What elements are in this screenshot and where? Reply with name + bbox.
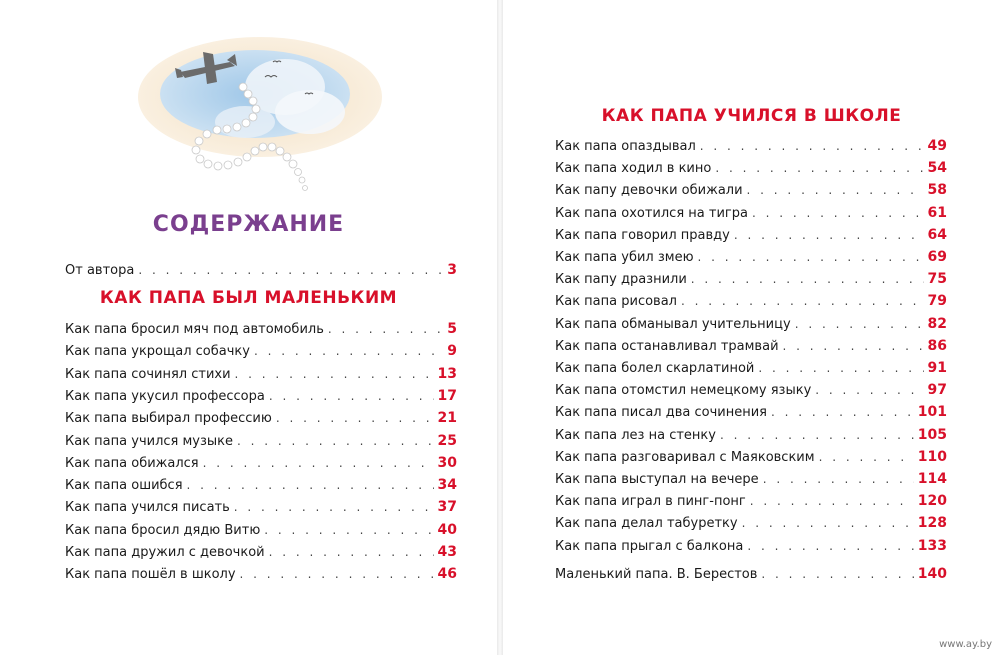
toc-page-number: 43 bbox=[437, 544, 457, 560]
toc-page-number: 97 bbox=[927, 382, 947, 399]
toc-entry-title: Как папа болел скарлатиной bbox=[555, 361, 755, 376]
toc-page-number: 25 bbox=[437, 432, 457, 449]
toc-entry-title: Как папа дружил с девочкой bbox=[65, 545, 265, 560]
toc-dot-leader bbox=[681, 290, 924, 312]
toc-page-number: 9 bbox=[447, 343, 457, 360]
toc-dot-leader bbox=[819, 446, 914, 468]
toc-entry-title: Как папа опаздывал bbox=[555, 139, 696, 154]
toc-row bbox=[555, 446, 947, 468]
toc-entry-title: Как папа выступал на вечере bbox=[555, 472, 759, 487]
toc-entry-title: Как папа рисовал bbox=[555, 294, 677, 310]
toc-dot-leader bbox=[269, 385, 434, 407]
toc-page-number: 13 bbox=[437, 365, 457, 382]
toc-dot-leader bbox=[234, 496, 434, 518]
toc-entry-title: Как папа учился писать bbox=[65, 500, 230, 516]
toc-dot-leader bbox=[742, 512, 914, 534]
toc-page-number: 79 bbox=[927, 293, 947, 310]
toc-row bbox=[555, 535, 947, 557]
toc-entry-title: Как папа делал табуретку bbox=[555, 516, 738, 532]
toc-page-number: 110 bbox=[917, 448, 947, 465]
toc-row bbox=[65, 407, 457, 429]
toc-row bbox=[65, 541, 457, 563]
section-title-childhood: КАК ПАПА БЫЛ МАЛЕНЬКИМ bbox=[99, 288, 398, 308]
toc-row bbox=[555, 335, 947, 357]
toc-row bbox=[65, 452, 457, 474]
toc-entry-title: Как папа бросил дядю Витю bbox=[65, 522, 261, 538]
toc-entry-title: Маленький папа. В. Берестов bbox=[555, 567, 758, 582]
toc-dot-leader bbox=[254, 340, 443, 362]
toc-row bbox=[65, 318, 457, 340]
toc-row bbox=[555, 379, 947, 401]
toc-entry-title: От автора bbox=[65, 263, 135, 278]
toc-page-number: 120 bbox=[917, 493, 947, 510]
toc-entry-title: Как папа охотился на тигра bbox=[555, 205, 748, 221]
toc-row bbox=[555, 246, 947, 268]
toc-row bbox=[65, 563, 457, 585]
toc-row bbox=[555, 468, 947, 490]
toc-row bbox=[65, 363, 457, 385]
toc-dot-leader bbox=[783, 335, 924, 357]
toc-page-number: 3 bbox=[447, 262, 457, 278]
toc-entry-title: Как папа отомстил немецкому языку bbox=[555, 383, 812, 399]
toc-entry-title: Как папа учился музыке bbox=[65, 433, 234, 449]
toc-dot-leader bbox=[235, 363, 434, 385]
toc-page-number: 34 bbox=[437, 477, 457, 494]
toc-entry-title: Как папа убил змею bbox=[555, 250, 694, 265]
toc-row bbox=[555, 268, 947, 290]
toc-row bbox=[555, 135, 947, 157]
toc-dot-leader bbox=[795, 313, 924, 335]
toc-dot-leader bbox=[328, 318, 443, 340]
toc-page-number: 105 bbox=[917, 426, 947, 443]
toc-row bbox=[555, 179, 947, 201]
section-title-school: КАК ПАПА УЧИЛСЯ В ШКОЛЕ bbox=[601, 106, 902, 126]
toc-dot-leader bbox=[691, 268, 924, 290]
toc-entry-title: Как папа писал два сочинения bbox=[555, 405, 767, 421]
toc-page-number: 133 bbox=[917, 537, 947, 554]
toc-page-number: 86 bbox=[927, 337, 947, 354]
toc-page-number: 40 bbox=[437, 521, 457, 538]
toc-page-number: 75 bbox=[927, 271, 947, 288]
toc-row bbox=[555, 202, 947, 224]
toc-page-number: 128 bbox=[917, 515, 947, 532]
toc-row bbox=[65, 385, 457, 407]
toc-row bbox=[555, 157, 947, 179]
toc-dot-leader bbox=[269, 541, 434, 563]
toc-page-number: 54 bbox=[927, 160, 947, 177]
toc-dot-leader bbox=[815, 379, 923, 401]
toc-dot-leader bbox=[763, 468, 914, 490]
toc-entry-title: Как папу дразнили bbox=[555, 272, 687, 288]
toc-page-number: 101 bbox=[917, 404, 947, 421]
toc-page-number: 82 bbox=[927, 315, 947, 332]
toc-entry-title: Как папа останавливал трамвай bbox=[555, 338, 779, 354]
toc-entry-title: Как папа укрощал собачку bbox=[65, 344, 250, 360]
toc-row bbox=[65, 340, 457, 362]
toc-entry-title: Как папа выбирал профессию bbox=[65, 411, 272, 427]
toc-dot-leader bbox=[734, 224, 924, 246]
toc-dot-leader bbox=[264, 519, 433, 541]
toc-row bbox=[65, 474, 457, 496]
toc-entry-title: Как папа прыгал с балкона bbox=[555, 538, 744, 554]
toc-dot-leader bbox=[138, 259, 443, 281]
toc-page-number: 21 bbox=[437, 410, 457, 427]
toc-dot-leader bbox=[750, 490, 914, 512]
toc-dot-leader bbox=[758, 357, 923, 379]
toc-page-number: 69 bbox=[927, 249, 947, 265]
toc-page-number: 37 bbox=[437, 499, 457, 516]
toc-entry-title: Как папа обижался bbox=[65, 455, 199, 471]
toc-row bbox=[555, 401, 947, 423]
toc-entry-title: Как папа ходил в кино bbox=[555, 161, 712, 177]
toc-page-number: 49 bbox=[927, 138, 947, 154]
toc-page-number: 91 bbox=[927, 360, 947, 376]
toc-page-number: 30 bbox=[437, 454, 457, 471]
airplane-illustration bbox=[135, 32, 385, 202]
toc-row bbox=[555, 313, 947, 335]
toc-dot-leader bbox=[771, 401, 914, 423]
toc-entry-title: Как папа обманывал учительницу bbox=[555, 316, 791, 332]
toc-row-closing bbox=[555, 563, 947, 585]
toc-entry-title: Как папа лез на стенку bbox=[555, 427, 716, 443]
toc-dot-leader bbox=[747, 535, 913, 557]
toc-dot-leader bbox=[276, 407, 434, 429]
toc-dot-leader bbox=[203, 452, 434, 474]
toc-page-number: 140 bbox=[917, 566, 947, 582]
toc-dot-leader bbox=[240, 563, 434, 585]
toc-entry-title: Как папа ошибся bbox=[65, 478, 183, 494]
toc-page-number: 64 bbox=[927, 226, 947, 243]
toc-dot-leader bbox=[715, 157, 923, 179]
toc-row bbox=[555, 224, 947, 246]
toc-row bbox=[555, 290, 947, 312]
toc-entry-title: Как папа говорил правду bbox=[555, 227, 730, 243]
toc-entry-title: Как папа играл в пинг-понг bbox=[555, 494, 746, 510]
right-page bbox=[503, 0, 1000, 655]
toc-row bbox=[555, 357, 947, 379]
toc-page-number: 5 bbox=[447, 321, 457, 337]
watermark: www.ay.by bbox=[939, 639, 992, 650]
toc-row bbox=[65, 496, 457, 518]
toc-entry-title: Как папа пошёл в школу bbox=[65, 567, 236, 583]
toc-dot-leader bbox=[698, 246, 924, 268]
toc-page-number: 46 bbox=[437, 566, 457, 583]
toc-entry-title: Как папа сочинял стихи bbox=[65, 366, 231, 382]
toc-page-number: 61 bbox=[927, 204, 947, 221]
toc-dot-leader bbox=[187, 474, 434, 496]
toc-row bbox=[555, 512, 947, 534]
toc-entry-title: Как папа бросил мяч под автомобиль bbox=[65, 322, 324, 337]
toc-row bbox=[555, 490, 947, 512]
toc-page-number: 58 bbox=[927, 182, 947, 199]
toc-dot-leader bbox=[761, 563, 913, 585]
toc-dot-leader bbox=[720, 424, 914, 446]
toc-dot-leader bbox=[237, 430, 434, 452]
toc-entry-title: Как папа разговаривал с Маяковским bbox=[555, 449, 815, 465]
toc-page-number: 17 bbox=[437, 387, 457, 404]
toc-entry-title: Как папу девочки обижали bbox=[555, 183, 743, 199]
toc-dot-leader bbox=[747, 179, 924, 201]
contents-title: СОДЕРЖАНИЕ bbox=[152, 212, 345, 237]
toc-dot-leader bbox=[700, 135, 924, 157]
toc-dot-leader bbox=[752, 202, 924, 224]
toc-row bbox=[65, 519, 457, 541]
toc-entry-title: Как папа укусил профессора bbox=[65, 388, 265, 404]
toc-row bbox=[555, 424, 947, 446]
toc-row bbox=[65, 430, 457, 452]
toc-row-intro bbox=[65, 259, 457, 281]
left-page bbox=[0, 0, 497, 655]
toc-page-number: 114 bbox=[917, 471, 947, 487]
